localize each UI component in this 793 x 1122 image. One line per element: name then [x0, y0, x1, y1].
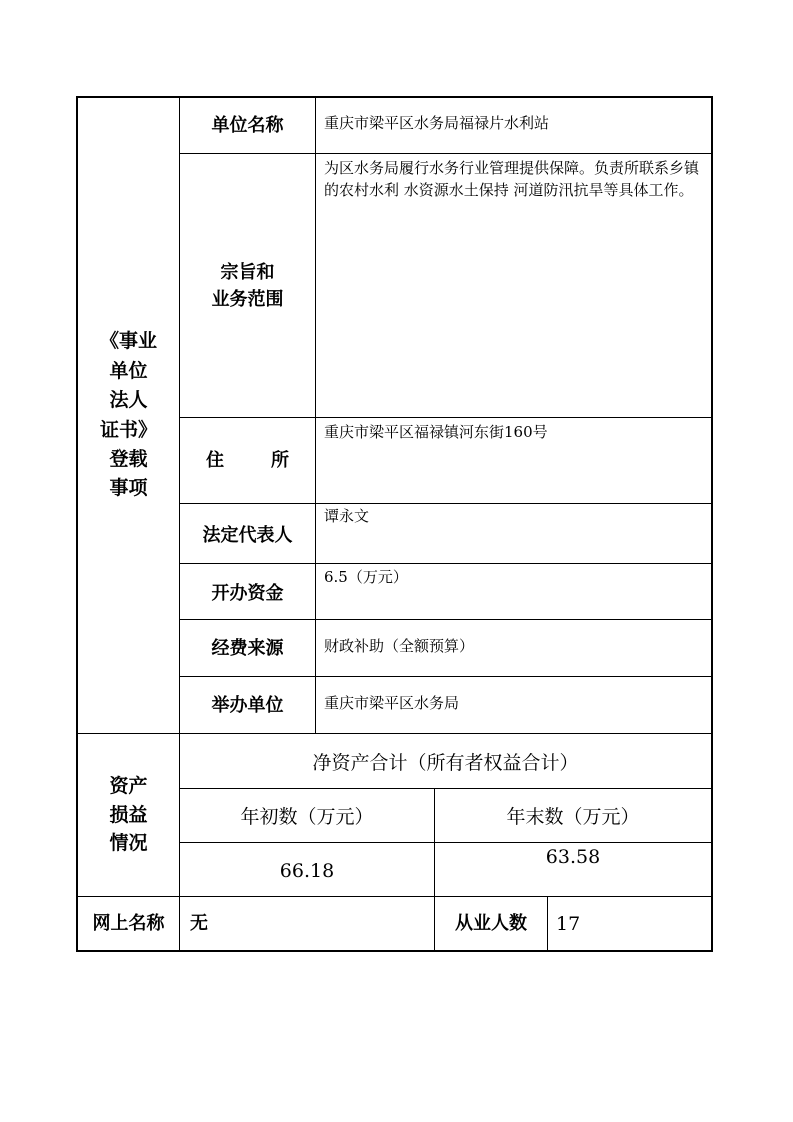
- end-year-value: 63.58: [545, 846, 601, 868]
- border-right: [711, 96, 713, 952]
- begin-year-value: 66.18: [279, 860, 335, 882]
- online-name-value: 无: [190, 913, 208, 934]
- funding-label: 经费来源: [211, 637, 284, 659]
- staff-count-value: 17: [556, 912, 581, 935]
- assets-section-line: 资产: [109, 775, 148, 798]
- assets-section-line: 损益: [109, 803, 148, 826]
- section-label-line: 单位: [109, 359, 148, 382]
- address-label-left: 住: [206, 450, 224, 471]
- address-label-right: 所: [271, 450, 289, 471]
- unit-name-label: 单位名称: [211, 115, 284, 136]
- online-name-label: 网上名称: [92, 913, 165, 934]
- section-registered-items: [78, 98, 179, 733]
- net-assets-title: 净资产合计（所有者权益合计）: [312, 751, 579, 774]
- purpose-label-line: 宗旨和: [220, 261, 275, 283]
- section-label-line: 《事业: [99, 330, 157, 353]
- section-assets: [78, 734, 179, 896]
- staff-count-label: 从业人数: [455, 913, 527, 934]
- unit-name-value: 重庆市梁平区水务局福禄片水利站: [324, 114, 550, 132]
- border-bottom: [76, 950, 713, 952]
- purpose-value: 为区水务局履行水务行业管理提供保障。负责所联系乡镇的农村水利 水资源水土保持 河道防汛抗旱等具体工作。: [324, 159, 700, 199]
- sponsor-value: 重庆市梁平区水务局: [324, 694, 460, 712]
- section-label-line: 事项: [109, 477, 148, 500]
- purpose-label: [180, 154, 315, 417]
- legal-rep-label: 法定代表人: [202, 525, 293, 546]
- address-value: 重庆市梁平区福禄镇河东街160号: [324, 423, 548, 441]
- purpose-label-line: 业务范围: [211, 288, 284, 310]
- end-year-label: 年末数（万元）: [506, 806, 640, 828]
- capital-value: 6.5（万元）: [324, 568, 408, 586]
- assets-section-line: 情况: [109, 832, 148, 855]
- sponsor-label: 举办单位: [211, 694, 284, 716]
- section-label-line: 法人: [109, 389, 148, 412]
- section-label-line: 证书》: [99, 418, 157, 441]
- begin-year-label: 年初数（万元）: [240, 806, 374, 828]
- capital-label: 开办资金: [211, 583, 284, 604]
- legal-rep-value: 谭永文: [324, 507, 370, 525]
- funding-value: 财政补助（全额预算）: [324, 637, 475, 655]
- section-label-line: 登载: [109, 447, 148, 470]
- address-label: [180, 418, 315, 503]
